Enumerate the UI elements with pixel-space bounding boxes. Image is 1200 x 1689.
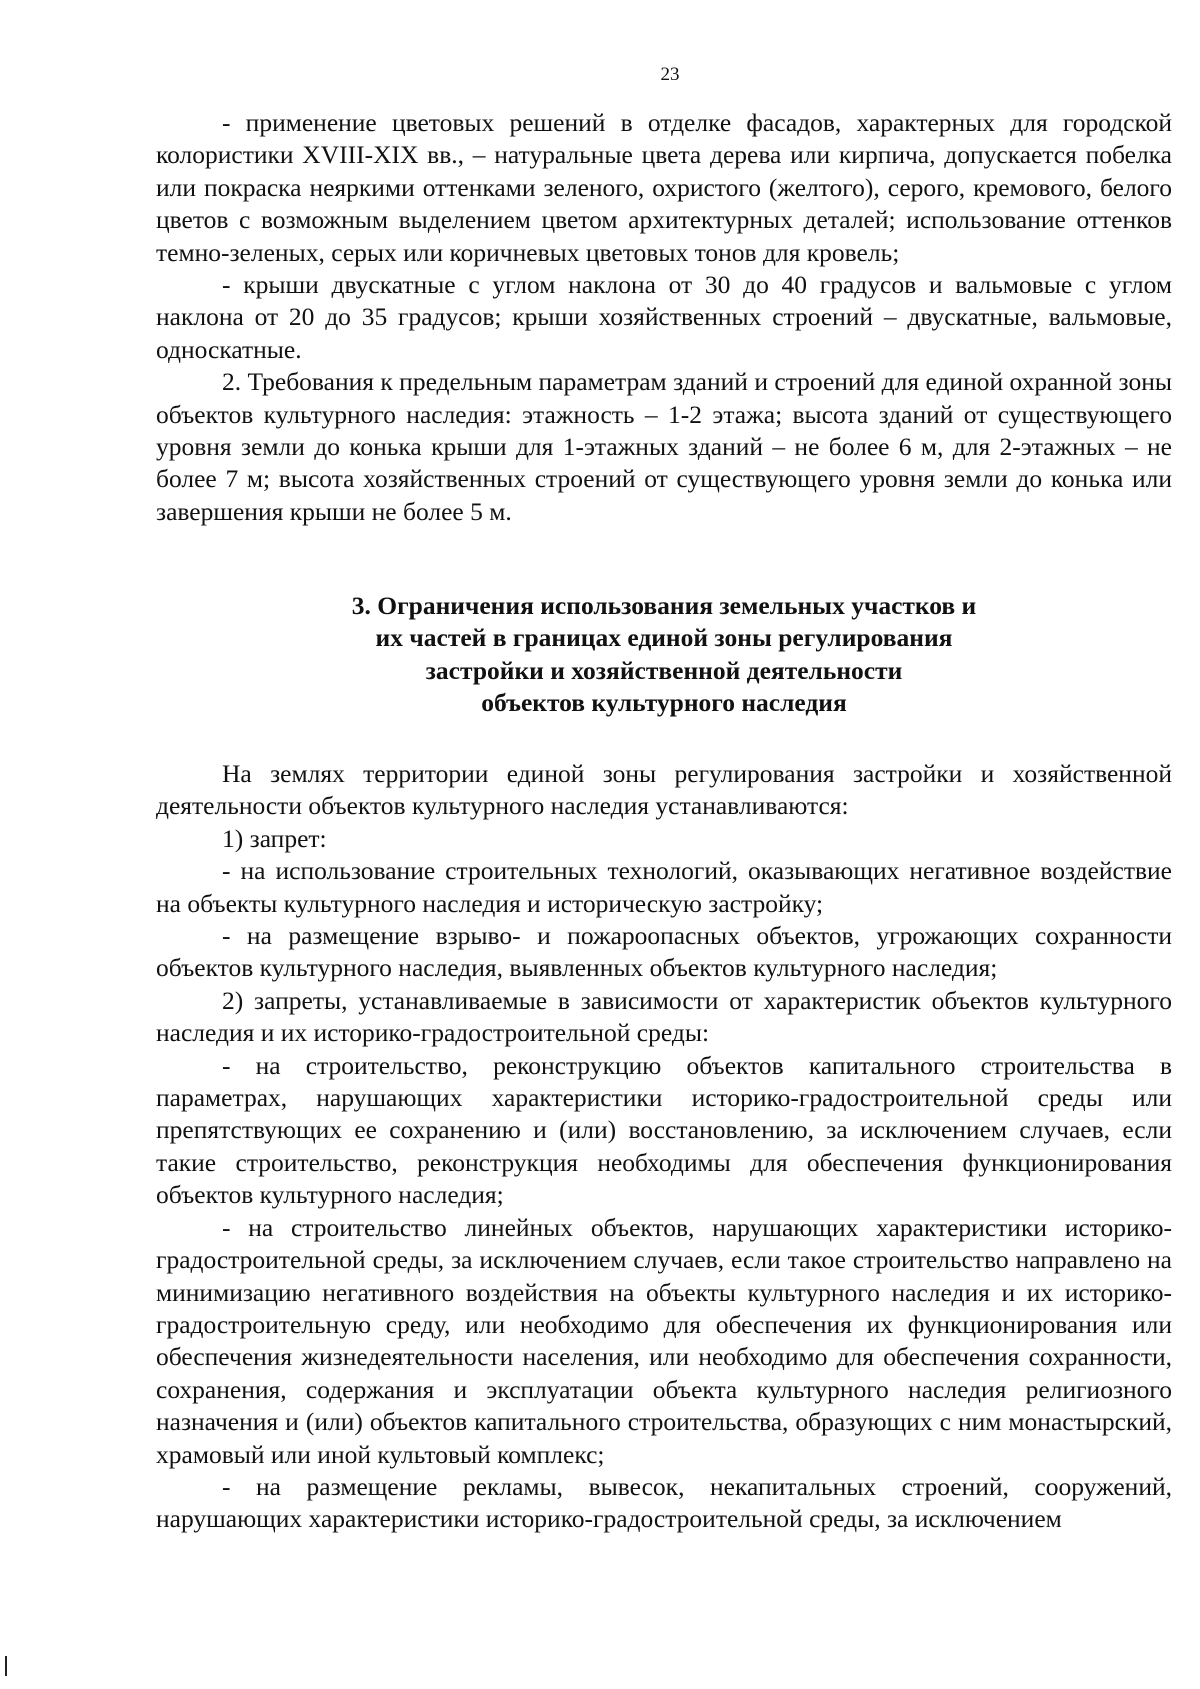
paragraph-linear-objects: - на строительство линейных объектов, нарушающих характеристики историко-градостроительной среды, за исключением случаев, если такое строительство направлено на минимизацию негативного воздействия на объекты культурного наследия и их историко-градостроительную среду, или необходимо для обеспечения их функционирования или обеспечения жизнедеятельности населения, или необходимо для обеспечения сохранности, сохранения, содержания и эксплуатации объекта культурного наследия религиозного назначения и (или) объектов капитального строительства, образующих с ним монастырский, храмовый или иной культовый комплекс;: [156, 1212, 1172, 1469]
section-heading-line: застройки и хозяйственной деятельности: [425, 655, 903, 685]
paragraph-intro: На землях территории единой зоны регулирования застройки и хозяйственной деятельности объектов культурного наследия устанавливаются:: [156, 759, 1172, 821]
section-heading-line: 3. Ограничения использования земельных участков и: [351, 591, 977, 620]
paragraph-building-parameters: 2. Требования к предельным параметрам зданий и строений для единой охранной зоны объектов культурного наследия: этажность – 1-2 этажа; высота зданий от существующего уровня земли до конька крыши для 1-этажных зданий – не более 6 м, для 2-этажных – не более 7 м; высота хозяйственных строений от существующего уровня земли до конька или завершения крыши не более 5 м.: [156, 367, 1172, 526]
paragraph-roof-types: - крыши двускатные с углом наклона от 30 до 40 градусов и вальмовые с углом наклона от 20 до 35 градусов; крыши хозяйственных строений – двускатные, вальмовые, односкатные.: [156, 270, 1172, 364]
paragraph-construction-tech: - на использование строительных технологий, оказывающих негативное воздействие на объекты культурного наследия и историческую застройку;: [156, 856, 1172, 918]
paragraph-capital-construction: - на строительство, реконструкцию объектов капитального строительства в параметрах, нарушающих характеристики историко-градостроительной среды или препятствующих ее сохранению и (или) восстановлению, за исключением случаев, если такие строительство, реконструкция необходимы для обеспечения функционирования объектов культурного наследия;: [156, 1050, 1172, 1210]
page-number: 23: [660, 64, 680, 85]
section-heading-line: объектов культурного наследия: [481, 688, 847, 718]
section-3-heading: [156, 590, 1172, 720]
paragraph-advertising: - на размещение рекламы, вывесок, некапитальных строений, сооружений, нарушающих характеристики историко-градостроительной среды, за исключением: [156, 1471, 1172, 1534]
lower-text-block: [156, 758, 1172, 1536]
section-heading-line: их частей в границах единой зоны регулирования: [375, 623, 953, 653]
paragraph-ban-2: 2) запреты, устанавливаемые в зависимости от характеристик объектов культурного наследия и их историко-градостроительной среды:: [156, 985, 1172, 1048]
scan-margin-mark: [5, 1656, 7, 1676]
paragraph-hazardous-objects: - на размещение взрыво- и пожароопасных объектов, угрожающих сохранности объектов культурного наследия, выявленных объектов культурного наследия;: [156, 921, 1172, 983]
paragraph-facade-colors: - применение цветовых решений в отделке фасадов, характерных для городской колористики XVIII-XIX вв., – натуральные цвета дерева или кирпича, допускается побелка или покраска неяркими оттенками зеленого, охристого (желтого), серого, кремового, белого цветов с возможным выделением цветом архитектурных деталей; использование оттенков темно-зеленых, серых или коричневых цветовых тонов для кровель;: [156, 108, 1172, 267]
upper-text-block: [156, 107, 1172, 528]
paragraph-ban-1: 1) запрет:: [222, 823, 327, 853]
